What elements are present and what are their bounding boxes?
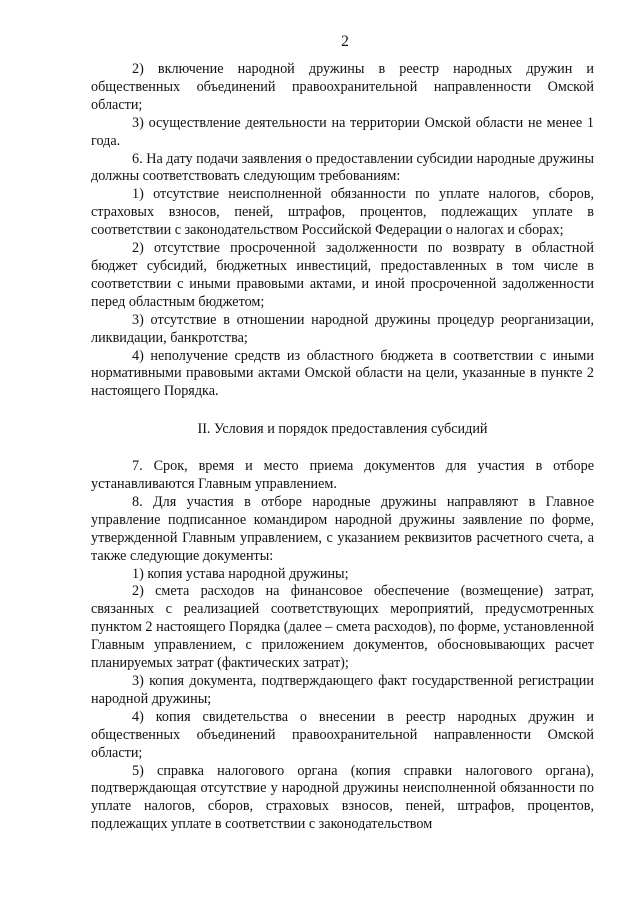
section-heading: II. Условия и порядок предоставления субсидий	[197, 421, 488, 438]
page-number: 2	[341, 33, 349, 50]
paragraph: 8. Для участия в отборе народные дружины направляют в Главное управление подписанное командиром народной дружины заявление по форме, утвержденной Главным управлением, с указанием реквизитов расчетного счета, а также следующие документы:	[91, 493, 594, 564]
paragraph: 3) осуществление деятельности на территории Омской области не менее 1 года.	[91, 114, 594, 149]
paragraph: 1) отсутствие неисполненной обязанности по уплате налогов, сборов, страховых взносов, пеней, штрафов, процентов, подлежащих уплате в соответствии с законодательством Российской Федерации о налогах и сборах;	[91, 186, 594, 239]
paragraph: 4) неполучение средств из областного бюджета в соответствии с иными нормативными правовыми актами Омской области на цели, указанные в пункте 2 настоящего Порядка.	[91, 347, 594, 400]
paragraph: 1) копия устава народной дружины;	[132, 565, 349, 582]
paragraph: 5) справка налогового органа (копия справки налогового органа), подтверждающая отсутствие у народной дружины неисполненной обязанности по уплате налогов, сборов, страховых взносов, пеней, штрафов, процентов, подлежащих уплате в соответствии с законодательством	[91, 762, 594, 833]
top-paragraphs	[91, 61, 594, 401]
paragraph: 3) отсутствие в отношении народной дружины процедур реорганизации, ликвидации, банкротства;	[91, 311, 594, 346]
paragraph: 7. Срок, время и место приема документов для участия в отборе устанавливаются Главным управлением.	[91, 458, 594, 493]
bottom-paragraphs	[91, 458, 594, 834]
paragraph: 4) копия свидетельства о внесении в реестр народных дружин и общественных объединений правоохранительной направленности Омской области;	[91, 708, 594, 761]
paragraph: 2) смета расходов на финансовое обеспечение (возмещение) затрат, связанных с реализацией соответствующих мероприятий, предусмотренных пунктом 2 настоящего Порядка (далее – смета расходов), по форме, установленной Главным управлением, с приложением документов, обосновывающих расчет планируемых затрат (фактических затрат);	[91, 583, 594, 672]
paragraph: 3) копия документа, подтверждающего факт государственной регистрации народной дружины;	[91, 673, 594, 707]
paragraph: 6. На дату подачи заявления о предоставлении субсидии народные дружины должны соответствовать следующим требованиям:	[91, 150, 594, 185]
paragraph: 2) отсутствие просроченной задолженности по возврату в областной бюджет субсидий, бюджетных инвестиций, предоставленных в том числе в соответствии с иными правовыми актами, и иной просроченной задолженности перед областным бюджетом;	[91, 240, 594, 310]
paragraph: 2) включение народной дружины в реестр народных дружин и общественных объединений правоохранительной направленности Омской области;	[91, 61, 594, 113]
